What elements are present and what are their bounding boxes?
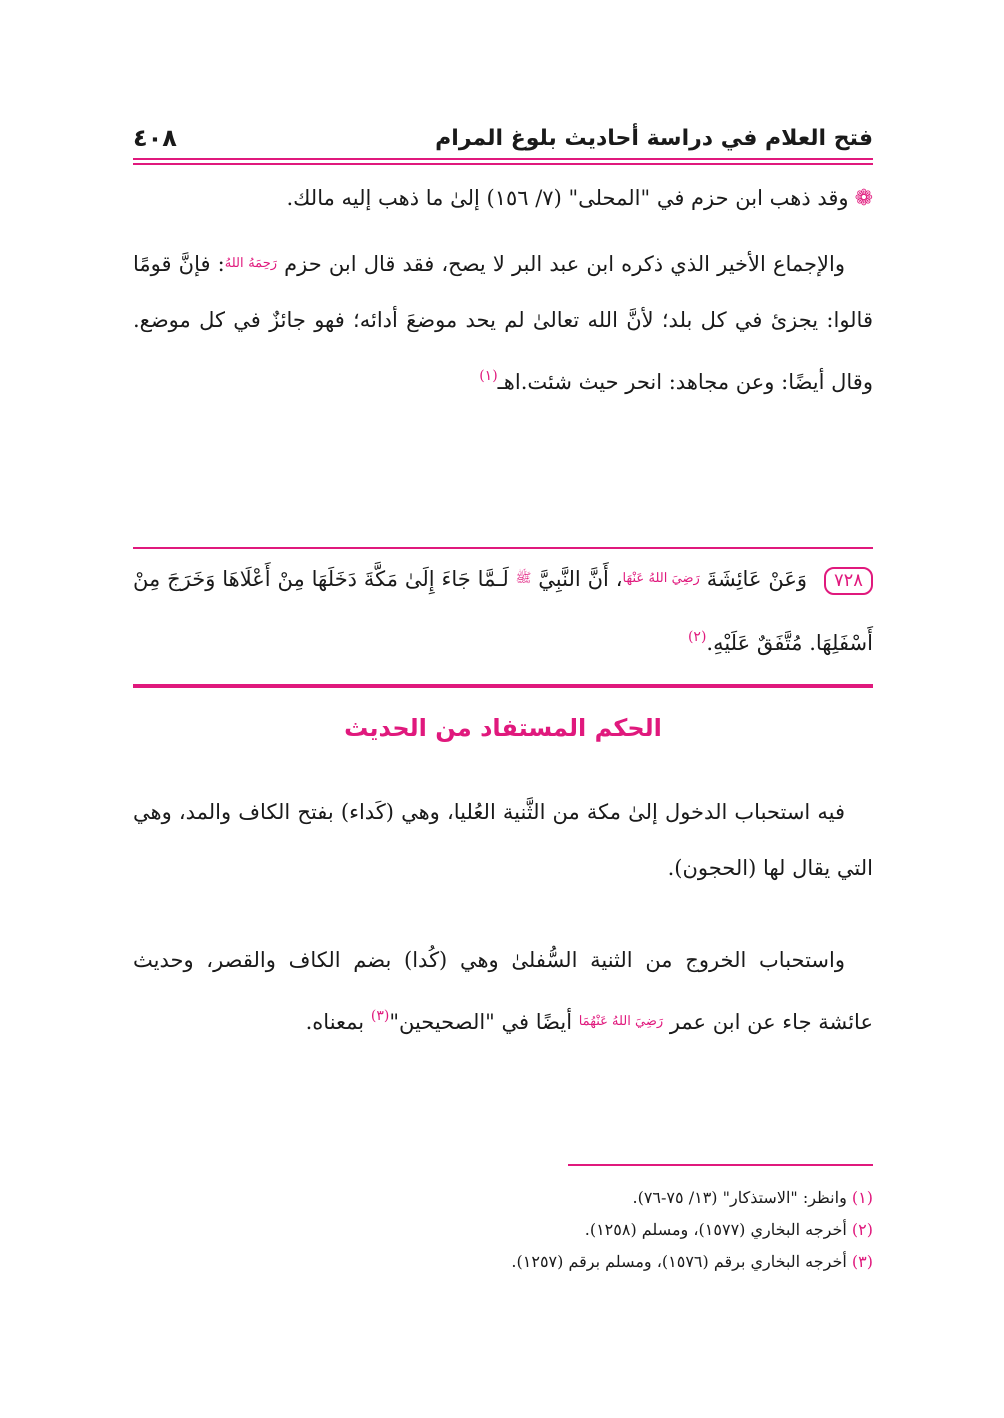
footnote-number: (٣) [851,1252,873,1271]
footnote-number: (١) [851,1188,873,1207]
hadith-text-3: لَـمَّا جَاءَ إِلَىٰ مَكَّةَ دَخَلَهَا مِنْ أَعْلَاهَا وَخَرَجَ مِنْ أَسْفَلِهَا. مُتَّفَقٌ عَلَيْهِ. [133,567,873,655]
ruling-paragraph-2 [133,932,873,1050]
ruling-text-2b: أيضًا في "الصحيحين" [389,1010,573,1034]
footnote-text: أخرجه البخاري (١٥٧٧)، ومسلم (١٢٥٨). [584,1220,847,1239]
book-title: فتح العلام في دراسة أحاديث بلوغ المرام [435,125,873,151]
hadith-number-badge: ٧٢٨ [824,567,873,595]
running-header [133,118,873,158]
footnote-1 [133,1182,873,1214]
footnote-2 [133,1214,873,1246]
hadith-rule-top [133,547,873,549]
footnote-text: وانظر: "الاستذكار" (١٣/ ٧٥-٧٦). [632,1188,847,1207]
hadith-rule-bottom [133,684,873,688]
page-number: ٤٠٨ [133,124,177,152]
header-rule-bottom [133,163,873,165]
ruling-paragraph-1 [133,784,873,896]
section-title: الحكم المستفاد من الحديث [344,714,662,742]
ruling-text-2c: بمعناه. [305,1010,365,1034]
ijma-text-2: : فإنَّ قومًا قالوا: يجزئ في كل بلد؛ لأنَّ الله تعالىٰ لم يحد موضعَ أدائه؛ فهو جائزٌ في كل موضع. وقال أيضًا: وعن مجاهد: انحر حيث شئت.اهـ [133,252,873,394]
ruling-text-2a: واستحباب الخروج من الثنية السُّفلىٰ وهي (كُدا) بضم الكاف والقصر، وحديث عائشة جاء عن ابن عمر [133,948,873,1034]
footnotes [133,1182,873,1278]
ijma-paragraph [133,236,873,410]
intro-text: وقد ذهب ابن حزم في "المحلى" (٧/ ١٥٦) إلىٰ ما ذهب إليه مالك. [286,186,849,210]
hadith-text-1: وَعَنْ عَائِشَةَ [706,567,808,591]
flower-marker-icon: ❁ [854,186,873,211]
footnote-3 [133,1246,873,1278]
honorific-rahimahullah: رَحِمَهُ اللهُ [224,256,278,271]
honorific-radiyallahu-anha: رَضِيَ اللهُ عَنْهَا [622,571,700,586]
intro-paragraph [133,170,873,227]
footnote-ref-2[interactable]: (٢) [687,629,707,645]
footnote-ref-1[interactable]: (١) [479,368,498,384]
footnote-text: أخرجه البخاري برقم (١٥٧٦)، ومسلم برقم (١٢٥٧). [511,1252,847,1271]
header-rule-top [133,158,873,160]
honorific-radiyallahu-anhuma: رَضِيَ اللهُ عَنْهُمَا [578,1014,664,1029]
footnote-ref-3[interactable]: (٣) [370,1008,390,1024]
ruling-text-1: فيه استحباب الدخول إلىٰ مكة من الثَّنية العُليا، وهي (كَداء) بفتح الكاف والمد، وهي التي يقال لها (الحجون). [133,800,873,880]
ijma-text-1: والإجماع الأخير الذي ذكره ابن عبد البر لا يصح، فقد قال ابن حزم [284,252,845,276]
honorific-salla-allahu: ﷺ [515,571,532,586]
footnote-number: (٢) [851,1220,873,1239]
hadith-block [133,550,873,672]
hadith-text-2: ، أَنَّ النَّبِيَّ [538,567,623,591]
footnote-separator [568,1164,873,1166]
